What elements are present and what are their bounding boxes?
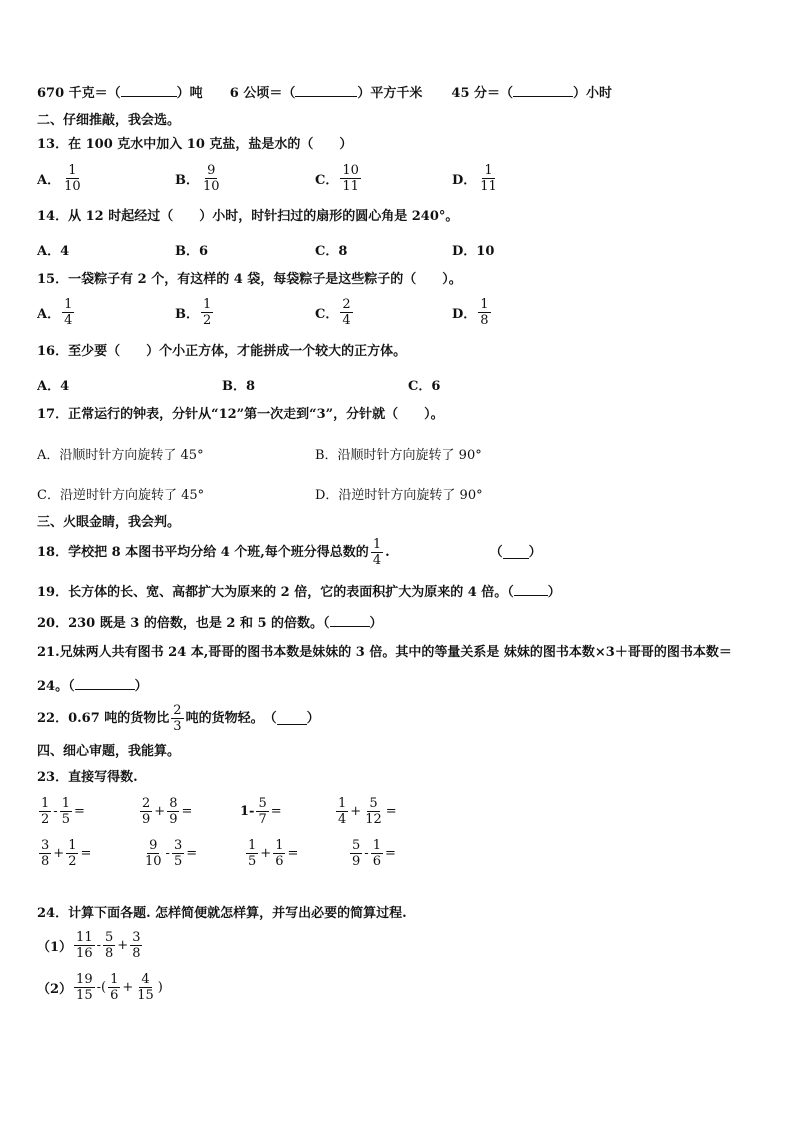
q13-option-a[interactable]: A． $\frac{1}{10}$: [37, 163, 81, 194]
question-20: 20．230 既是 3 的倍数，也是 2 和 5 的倍数。（ ）: [37, 616, 383, 631]
q17-option-d[interactable]: D．沿逆时针方向旋转了 90°: [315, 488, 483, 503]
mental-math-item: $\frac{1}{2}$ - $\frac{1}{5}$ =: [41, 796, 85, 827]
mental-math-item: $\frac{3}{8}$ + $\frac{1}{2}$ =: [41, 838, 92, 869]
q13-option-c[interactable]: C． $\frac{10}{11}$: [315, 163, 359, 194]
q16-option-b[interactable]: B．8: [222, 379, 256, 394]
q17-option-b[interactable]: B．沿顺时针方向旋转了 90°: [315, 448, 482, 463]
section-heading-calc: 四、细心审题，我能算。: [37, 744, 181, 759]
q15-option-a[interactable]: A． $\frac{1}{4}$: [37, 297, 73, 328]
section-heading-choice: 二、仔细推敲，我会选。: [37, 113, 181, 128]
mental-math-item: $\frac{2}{9}$ + $\frac{8}{9}$ =: [142, 796, 193, 827]
question-17-stem: 17．正常运行的钟表，分针从“12”第一次走到“3”，分针就（ ）。: [37, 407, 444, 422]
q16-option-c[interactable]: C．6: [408, 379, 441, 394]
question-16-stem: 16．至少要（ ）个小正方体，才能拼成一个较大的正方体。: [37, 344, 407, 359]
answer-blank[interactable]: [513, 84, 573, 97]
question-21-line1: 21.兄妹两人共有图书 24 本,哥哥的图书本数是妹妹的 3 倍。其中的等量关系是 妹妹的图书本数×3＋哥哥的图书本数＝: [37, 645, 732, 660]
section-heading-judge: 三、火眼金睛，我会判。: [37, 515, 181, 530]
q13-option-b[interactable]: B． $\frac{9}{10}$: [175, 163, 220, 194]
q17-option-a[interactable]: A．沿顺时针方向旋转了 45°: [37, 448, 204, 463]
q16-option-a[interactable]: A．4: [37, 379, 70, 394]
q14-option-b[interactable]: B．6: [175, 244, 209, 259]
answer-blank[interactable]: [121, 84, 177, 97]
answer-blank[interactable]: [514, 583, 548, 596]
answer-blank[interactable]: [75, 677, 135, 690]
question-22: 22．0.67 吨的货物比 $\frac{2}{3}$ 吨的货物轻。 （ ）: [37, 703, 320, 734]
question-13-stem: 13．在 100 克水中加入 10 克盐，盐是水的（ ）: [37, 137, 353, 152]
question-19: 19．长方体的长、宽、高都扩大为原来的 2 倍，它的表面积扩大为原来的 4 倍。（ ）: [37, 585, 561, 600]
q17-option-c[interactable]: C．沿逆时针方向旋转了 45°: [37, 488, 205, 503]
q24-part-1: （1） $\frac{11}{16}$ - $\frac{5}{8}$ + $\frac{3}{8}$: [37, 930, 141, 961]
q13-option-d[interactable]: D． $\frac{1}{11}$: [452, 163, 497, 194]
mental-math-item: 1- $\frac{5}{7}$ =: [240, 796, 282, 827]
q14-option-c[interactable]: C．8: [315, 244, 348, 259]
question-21-line2: 24。（ ）: [37, 679, 148, 694]
mental-math-item: $\frac{5}{9}$ - $\frac{1}{6}$ =: [352, 838, 396, 869]
mental-math-item: $\frac{9}{10}$ - $\frac{3}{5}$ =: [145, 838, 198, 869]
answer-blank[interactable]: [277, 712, 307, 725]
q15-option-c[interactable]: C． $\frac{2}{4}$: [315, 297, 351, 328]
unit-conversion-line: 670 千克＝（ ）吨 6 公顷＝（ ）平方千米 45 分＝（ ）小时: [37, 86, 613, 101]
q24-part-2: （2） $\frac{19}{15}$ -( $\frac{1}{6}$ + $\frac{4}{15}$ ): [37, 972, 163, 1003]
answer-blank[interactable]: [330, 614, 370, 627]
question-18: 18．学校把 8 本图书平均分给 4 个班,每个班分得总数的 $\frac{1}{4}$ . （ ）: [37, 537, 542, 568]
q15-option-b[interactable]: B． $\frac{1}{2}$: [175, 297, 212, 328]
q14-option-a[interactable]: A．4: [37, 244, 70, 259]
q15-option-d[interactable]: D． $\frac{1}{8}$: [452, 297, 489, 328]
q14-option-d[interactable]: D．10: [452, 244, 495, 259]
answer-blank[interactable]: [295, 84, 357, 97]
question-14-stem: 14．从 12 时起经过（ ）小时，时针扫过的扇形的圆心角是 240°。: [37, 209, 459, 224]
question-24-stem: 24．计算下面各题. 怎样简便就怎样算，并写出必要的简算过程.: [37, 906, 407, 921]
question-23-stem: 23．直接写得数.: [37, 770, 138, 785]
question-15-stem: 15．一袋粽子有 2 个，有这样的 4 袋，每袋粽子是这些粽子的（ ）。: [37, 272, 462, 287]
answer-blank[interactable]: [503, 546, 529, 559]
mental-math-item: $\frac{1}{5}$ + $\frac{1}{6}$ =: [248, 838, 299, 869]
mental-math-item: $\frac{1}{4}$ + $\frac{5}{12}$ =: [338, 796, 397, 827]
